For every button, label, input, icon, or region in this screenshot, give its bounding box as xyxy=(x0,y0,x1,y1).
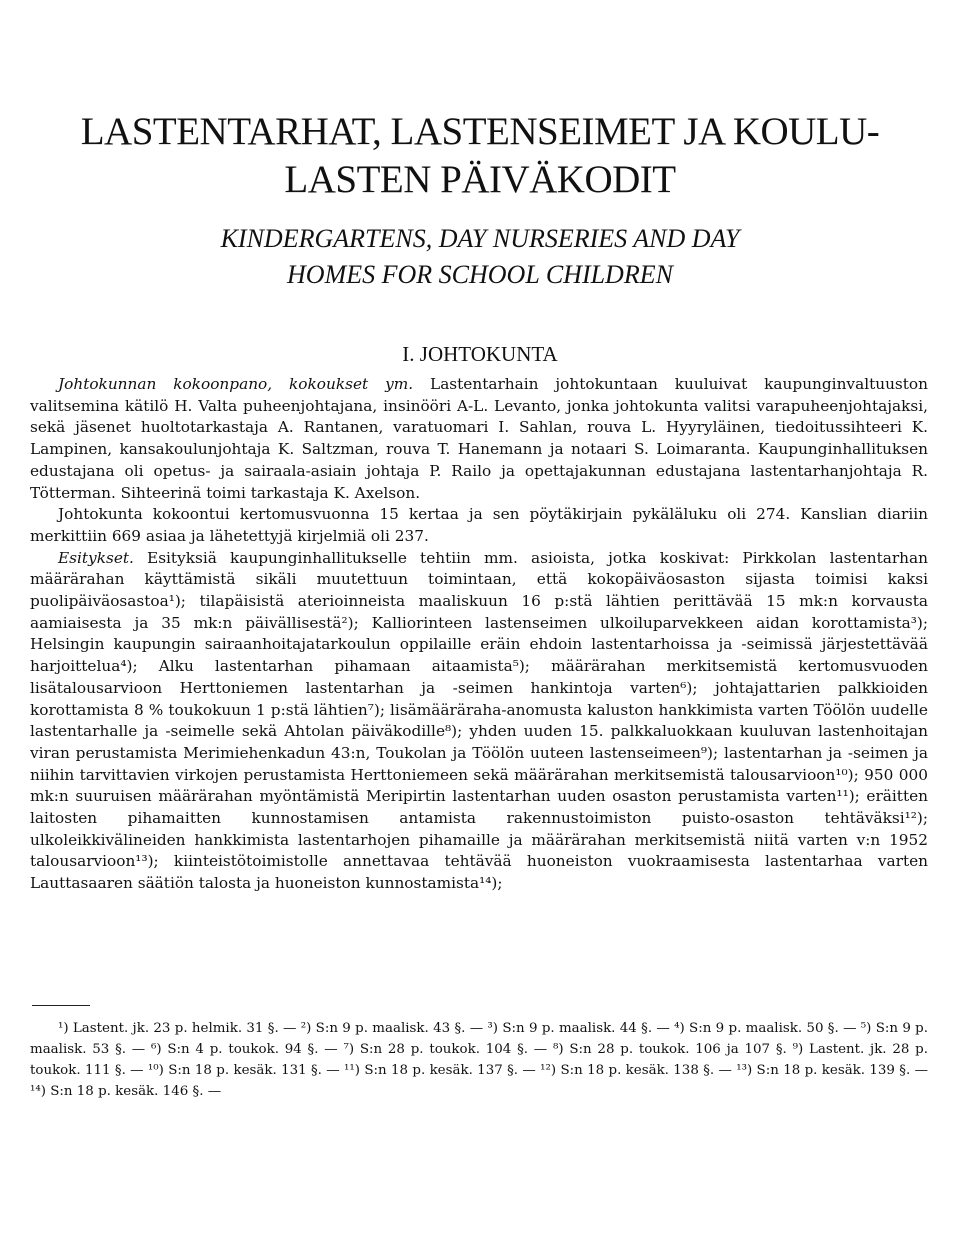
footnote-divider xyxy=(32,1005,90,1006)
paragraph-board-composition xyxy=(30,374,928,504)
english-subtitle-line-2: HOMES FOR SCHOOL CHILDREN xyxy=(287,260,673,289)
page-title-line-2: LASTEN PÄIVÄKODIT xyxy=(284,158,676,201)
footnotes xyxy=(30,1018,928,1102)
english-subtitle-line-1: KINDERGARTENS, DAY NURSERIES AND DAY xyxy=(220,224,740,253)
paragraph-text-composition: Lastentarhain johtokuntaan kuuluivat kaupunginvaltuuston valitsemina kätilö H. Valta puheenjohtajana, insinööri A-L. Levanto, jonka johtokunta valitsi varapuheenjohtajaksi, sekä jäsenet huoltotarkastaja A. Rantanen, varatuomari I. Sahlan, rouva L. Hyyryläinen, tiedoitussihteeri K. Lampinen, kansakoulunjohtaja K. Saltzman, rouva T. Hanemann ja notaari S. Loimaranta. Kaupunginhallituksen edustajana oli opetus- ja sairaala-asiain johtaja P. Railo ja opettajakunnan edustajana lastentarhanjohtaja R. Tötterman. Sihteerinä toimi tarkastaja K. Axelson. xyxy=(30,375,928,502)
paragraph-proposals xyxy=(30,548,928,895)
paragraph-text-proposals: Esityksiä kaupunginhallitukselle tehtiin mm. asioista, jotka koskivat: Pirkkolan lastentarhan määrärahan käyttämistä sikäli muutettuun toimintaan, että kokopäiväosaston sijasta toimisi kaksi puolipäiväosastoa¹); tilapäisistä aterioinneista maaliskuun 16 p:stä lähtien perittävää 15 mk:n korvausta aamiaisesta ja 35 mk:n päivällisestä²); Kalliorinteen lastenseimen ulkoiluparvekkeen aidan korottamista³); Helsingin kaupungin sairaanhoitajatarkoulun oppilaille eräin ehdoin lastentarhoissa ja -seimissä järjestettävää harjoittelua⁴); Alku lastentarhan pihamaan aitaamista⁵); määrärahan merkitsemistä kertomusvuoden lisätalousarvioon Herttoniemen lastentarhan ja -seimen hankintoja varten⁶); johtajattarien palkkioiden korottamista 8 % toukokuun 1 p:stä lähtien⁷); lisämääräraha-anomusta kaluston hankkimista varten Töölön uudelle lastentarhalle ja -seimelle sekä Ahtolan päiväkodille⁸); yhden uuden 15. palkkaluokkaan kuuluvan lastenhoitajan viran perustamista Merimiehenkadun 43:n, Toukolan ja Töölön uuteen lastenseimeen⁹); lastentarhan ja -seimen ja niihin tarvittavien virkojen perustamista Herttoniemeen sekä määrärahan merkitsemistä talousarvioon¹⁰); 950 000 mk:n suuruisen määrärahan myöntämistä Meripirtin lastentarhan uuden osaston perustamista varten¹¹); eräitten laitosten pihamaitten kunnostamisen antamista rakennustoimiston puisto-osaston tehtäväksi¹²); ulkoleikkivälineiden hankkimista lastentarhojen pihamaille ja määrärahan merkitsemistä niitä varten v:n 1952 talousarvioon¹³); kiinteistötoimistolle annettavaa tehtävää huoneiston vuokraamisesta lastentarhaa varten Lauttasaaren säätiön talosta ja huoneiston kunnostamista¹⁴); xyxy=(30,548,928,893)
body-text xyxy=(30,374,928,895)
paragraph-lead-proposals: Esitykset. xyxy=(58,548,134,567)
section-heading: I. JOHTOKUNTA xyxy=(402,342,558,366)
paragraph-meetings: Johtokunta kokoontui kertomusvuonna 15 kertaa ja sen pöytäkirjain pykäläluku oli 274. Kanslian diariin merkittiin 669 asiaa ja lähetettyjä kirjelmiä oli 237. xyxy=(30,505,928,545)
paragraph-lead-composition: Johtokunnan kokoonpano, kokoukset ym. xyxy=(58,375,414,393)
page-title-line-1: LASTENTARHAT, LASTENSEIMET JA KOULU- xyxy=(80,110,880,153)
footnote-text: ¹) Lastent. jk. 23 p. helmik. 31 §. — ²) S:n 9 p. maalisk. 43 §. — ³) S:n 9 p. maalisk. 44 §. — ⁴) S:n 9 p. maalisk. 50 §. — ⁵) S:n 9 p. maalisk. 53 §. — ⁶) S:n 4 p. toukok. 94 §. — ⁷) S:n 28 p. toukok. 104 §. — ⁸) S:n 28 p. toukok. 106 ja 107 §. ⁹) Lastent. jk. 28 p. toukok. 111 §. — ¹⁰) S:n 18 p. kesäk. 131 §. — ¹¹) S:n 18 p. kesäk. 137 §. — ¹²) S:n 18 p. kesäk. 138 §. — ¹³) S:n 18 p. kesäk. 139 §. — ¹⁴) S:n 18 p. kesäk. 146 §. — xyxy=(30,1021,928,1099)
